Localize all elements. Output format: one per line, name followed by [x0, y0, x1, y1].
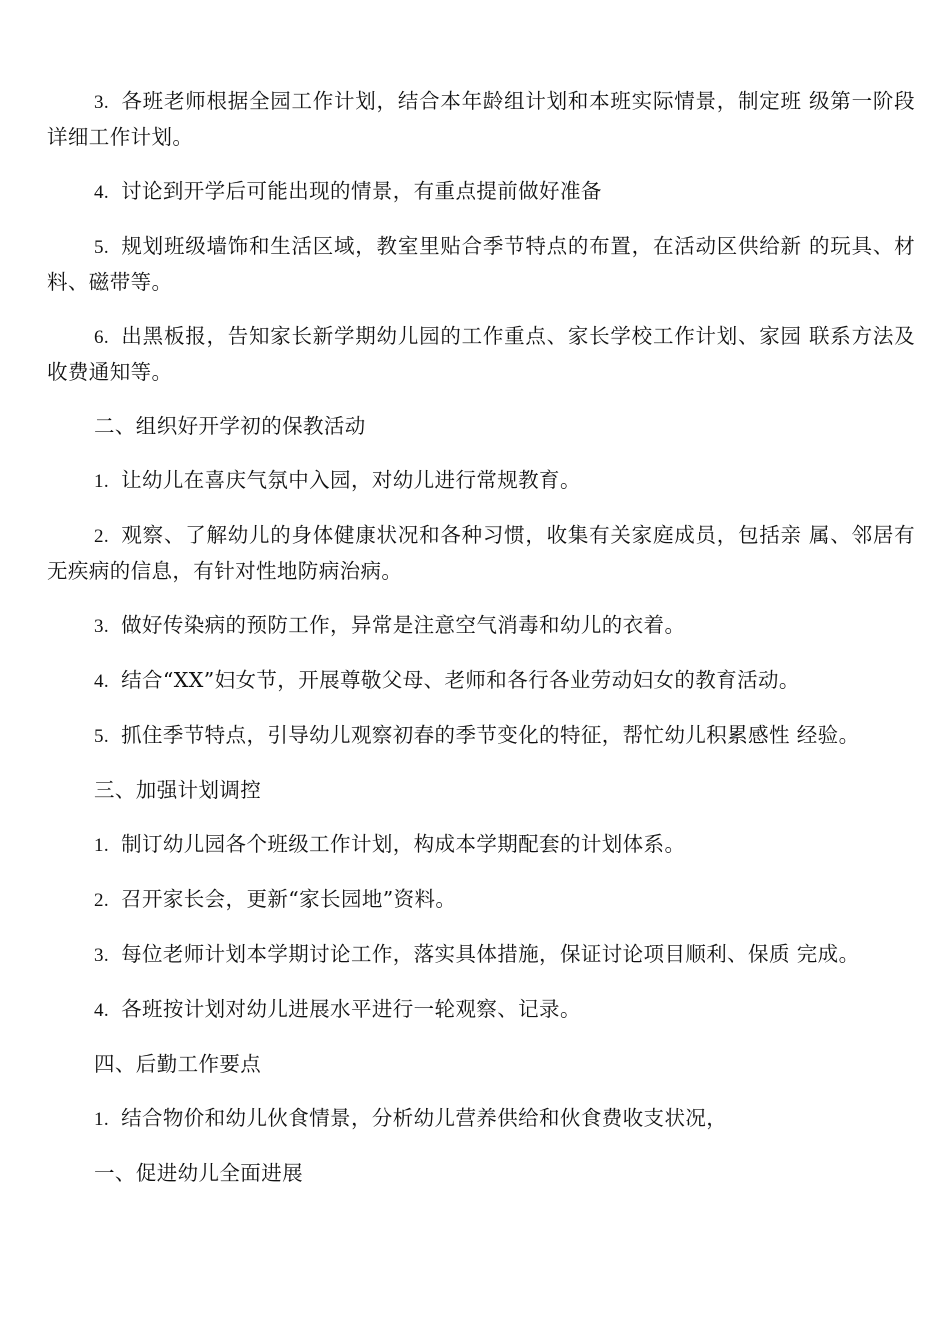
item-number: 4.: [94, 1000, 110, 1021]
list-item: [47, 882, 915, 918]
heading-text: 四、后勤工作要点: [94, 1052, 262, 1076]
item-text: 结合“XX”妇女节，开展尊敬父母、老师和各行各业劳动妇女的教育活动。: [121, 668, 800, 692]
list-item: [47, 608, 915, 644]
item-text: 制订幼儿园各个班级工作计划，构成本学期配套的计划体系。: [121, 832, 686, 856]
list-item: [47, 229, 915, 300]
item-text: 每位老师计划本学期讨论工作，落实具体措施，保证讨论项目顺利、保质 完成。: [121, 942, 860, 966]
item-text: 抓住季节特点，引导幼儿观察初春的季节变化的特征，帮忙幼儿积累感性 经验。: [121, 723, 860, 747]
item-text: 讨论到开学后可能出现的情景，有重点提前做好准备: [121, 179, 602, 203]
section-heading: [47, 1047, 915, 1082]
heading-text: 三、加强计划调控: [94, 778, 262, 802]
section-heading: [47, 773, 915, 808]
item-text: 召开家长会，更新“家长园地”资料。: [121, 887, 457, 911]
item-text: 做好传染病的预防工作，异常是注意空气消毒和幼儿的衣着。: [121, 613, 686, 637]
list-item: [47, 827, 915, 863]
heading-text: 二、组织好开学初的保教活动: [94, 414, 366, 438]
item-text: 规划班级墙饰和生活区域，教室里贴合季节特点的布置，在活动区供给新 的玩具、材料、磁带等。: [47, 234, 915, 294]
item-text: 各班老师根据全园工作计划，结合本年龄组计划和本班实际情景，制定班 级第一阶段详细工作计划。: [47, 89, 915, 149]
item-number: 1.: [94, 1109, 110, 1130]
list-item: [47, 718, 915, 754]
list-item: [47, 174, 915, 210]
section-heading: [47, 1156, 915, 1191]
item-text: 各班按计划对幼儿进展水平进行一轮观察、记录。: [121, 997, 581, 1021]
list-item: [47, 992, 915, 1028]
item-number: 5.: [94, 726, 110, 747]
item-number: 3.: [94, 92, 110, 113]
item-text: 出黑板报，告知家长新学期幼儿园的工作重点、家长学校工作计划、家园 联系方法及收费通知等。: [47, 324, 915, 384]
item-number: 3.: [94, 616, 110, 637]
item-number: 1.: [94, 471, 110, 492]
item-number: 3.: [94, 945, 110, 966]
list-item: [47, 463, 915, 499]
list-item: [47, 937, 915, 973]
list-item: [47, 319, 915, 390]
item-number: 4.: [94, 182, 110, 203]
document-body: [47, 84, 915, 1210]
section-heading: [47, 409, 915, 444]
item-number: 1.: [94, 835, 110, 856]
list-item: [47, 518, 915, 589]
item-text: 让幼儿在喜庆气氛中入园，对幼儿进行常规教育。: [121, 468, 581, 492]
item-text: 结合物价和幼儿伙食情景，分析幼儿营养供给和伙食费收支状况，: [121, 1106, 728, 1130]
item-number: 5.: [94, 237, 110, 258]
heading-text: 一、促进幼儿全面进展: [94, 1161, 303, 1185]
item-text: 观察、了解幼儿的身体健康状况和各种习惯，收集有关家庭成员，包括亲 属、邻居有无疾病的信息，有针对性地防病治病。: [47, 523, 915, 583]
item-number: 2.: [94, 890, 110, 911]
list-item: [47, 1101, 915, 1137]
item-number: 2.: [94, 526, 110, 547]
list-item: [47, 663, 915, 699]
list-item: [47, 84, 915, 155]
item-number: 6.: [94, 327, 110, 348]
item-number: 4.: [94, 671, 110, 692]
